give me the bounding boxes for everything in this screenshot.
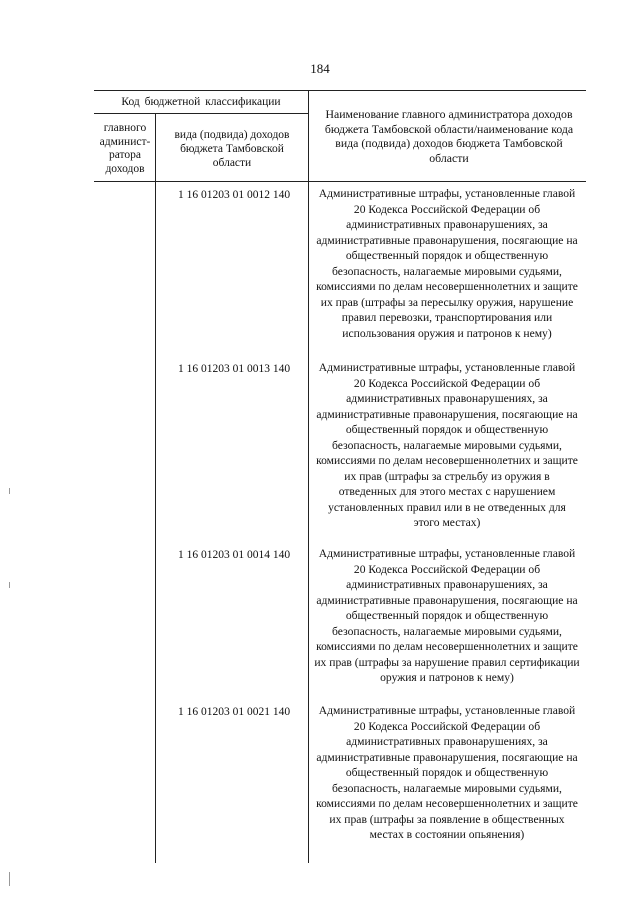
scan-mark <box>9 582 10 588</box>
header-col-name: Наименование главного администратора доходов бюджета Тамбовской области/наименование кода вида (подвида) доходов бюджета Тамбовской области <box>324 107 574 165</box>
header-split-line <box>94 113 308 114</box>
header-col-kind: вида (подвида) доходов бюджета Тамбовской области <box>174 129 290 169</box>
scan-mark <box>9 872 10 886</box>
row-code: 1 16 01203 01 0014 140 <box>177 549 291 561</box>
row-code: 1 16 01203 01 0012 140 <box>177 189 291 201</box>
row-code: 1 16 01203 01 0021 140 <box>177 706 291 718</box>
table-top-border <box>94 90 586 91</box>
row-code: 1 16 01203 01 0013 140 <box>177 363 291 375</box>
header-bottom-border <box>94 181 586 182</box>
header-group-label: Код бюджетной классификации <box>121 96 281 108</box>
row-name: Административные штрафы, установленные главой 20 Кодекса Российской Федерации об административных правонарушениях, за административные правонарушения, посягающие на общественный порядок и общественную безопасность, налагаемые мировыми судьями, комиссиями по делам несовершеннолетних и защите их прав (штрафы за появление в общественных местах в состоянии опьянения) <box>316 704 578 841</box>
row-name: Административные штрафы, установленные главой 20 Кодекса Российской Федерации об административных правонарушениях, за административные правонарушения, посягающие на общественный порядок и общественную безопасность, налагаемые мировыми судьями, комиссиями по делам несовершеннолетних и защите их прав (штрафы за стрельбу из оружия в отведенных для этого местах с нарушением установленных правил или в не отведенных для этого местах) <box>316 361 578 529</box>
column-divider-1 <box>155 113 156 863</box>
row-name: Административные штрафы, установленные главой 20 Кодекса Российской Федерации об административных правонарушениях, за административные правонарушения, посягающие на общественный порядок и общественную безопасность, налагаемые мировыми судьями, комиссиями по делам несовершеннолетних и защите их прав (штрафы за пересылку оружия, нарушение правил перевозки, транспортирования или использования оружия и патронов к нему) <box>316 187 578 340</box>
column-divider-2 <box>308 90 309 863</box>
row-name: Административные штрафы, установленные главой 20 Кодекса Российской Федерации об административных правонарушениях, за административные правонарушения, посягающие на общественный порядок и общественную безопасность, налагаемые мировыми судьями, комиссиями по делам несовершеннолетних и защите их прав (штрафы за нарушение правил сертификации оружия и патронов к нему) <box>314 547 580 684</box>
header-col-admin: главного админист-ратора доходов <box>99 122 151 175</box>
scan-mark <box>9 488 10 494</box>
page-number: 184 <box>310 61 330 76</box>
